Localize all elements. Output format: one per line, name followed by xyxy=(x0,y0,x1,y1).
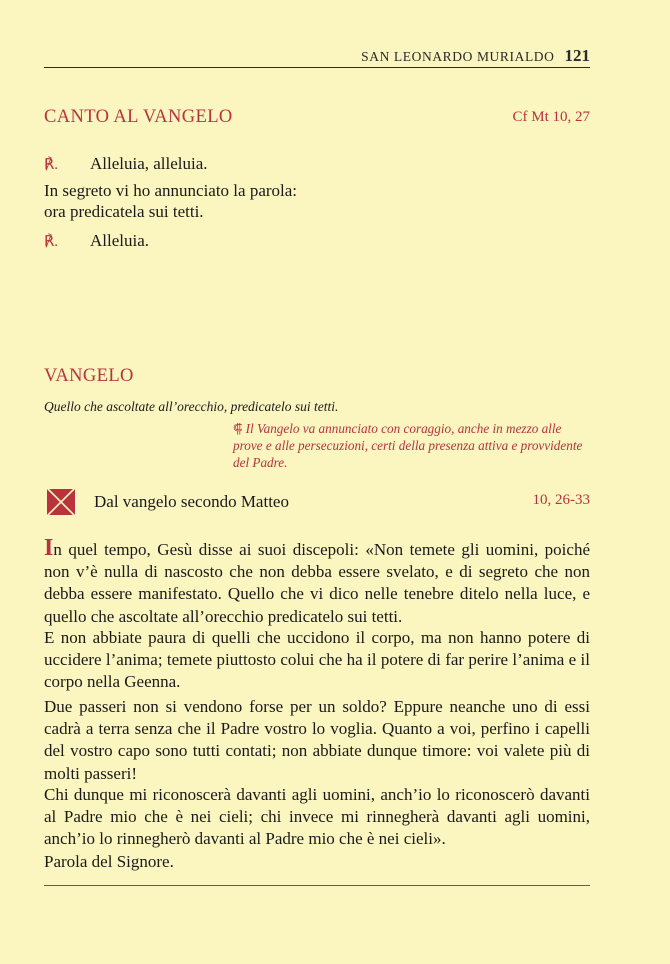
gospel-paragraph-1-text: n quel tempo, Gesù disse ai suoi discepoli: «Non temete gli uomini, poiché non v’è nulla di nascosto che non debba essere svelato, e di segreto che non debba essere manifestato. Quello che vi dico nelle tenebre ditelo nella luce, e quello che ascoltate all’orecchio predicatelo sui tetti. xyxy=(44,540,590,626)
header-rule xyxy=(44,67,590,68)
gospel-note xyxy=(233,420,591,471)
gospel-note-text: Il Vangelo va annunciato con coraggio, anche in mezzo alle prove e alle persecuzioni, certi della presenza attiva e provvidente del Padre. xyxy=(233,421,583,470)
response-symbol: ℟. xyxy=(44,234,59,250)
acclamation-title: CANTO AL VANGELO xyxy=(44,107,233,127)
gospel-title: VANGELO xyxy=(44,366,134,386)
gospel-paragraph-4: Chi dunque mi riconoscerà davanti agli uomini, anch’io lo riconoscerò davanti al Padre mio che è nei cieli; chi invece mi rinnegherà davanti agli uomini, anch’io lo rinnegherò davanti al Padre mio che è nei cieli». xyxy=(44,785,590,849)
gospel-source-label: Dal vangelo secondo Matteo xyxy=(94,492,289,511)
footer-rule xyxy=(44,885,590,886)
verse-line-2: ora predicatela sui tetti. xyxy=(44,202,204,221)
response-line-1 xyxy=(44,153,208,176)
response-1-text: Alleluia, alleluia. xyxy=(90,154,208,173)
response-line-2 xyxy=(44,230,149,253)
pilcrow-icon: ⸿ xyxy=(233,421,243,436)
acclamation-reference: Cf Mt 10, 27 xyxy=(512,109,590,125)
maltese-cross-icon xyxy=(44,486,78,518)
gospel-source-row xyxy=(44,486,590,518)
gospel-paragraph-1 xyxy=(44,536,590,628)
verse-line-1: In segreto vi ho annunciato la parola: xyxy=(44,181,298,200)
gospel-summary: Quello che ascoltate all’orecchio, predicatelo sui tetti. xyxy=(44,399,339,414)
response-2-text: Alleluia. xyxy=(90,231,150,250)
page-number: 121 xyxy=(564,46,590,65)
gospel-paragraph-2: E non abbiate paura di quelli che uccidono il corpo, ma non hanno potere di uccidere l’anima; temete piuttosto colui che ha il potere di far perire l’anima e il corpo nella Geenna. xyxy=(44,628,590,692)
drop-cap: I xyxy=(44,535,54,561)
running-title: SAN LEONARDO MURIALDO xyxy=(361,49,555,64)
gospel-closing: Parola del Signore. xyxy=(44,852,174,871)
gospel-source-reference: 10, 26-33 xyxy=(532,492,590,508)
response-symbol: ℟. xyxy=(44,157,59,173)
gospel-paragraph-3: Due passeri non si vendono forse per un soldo? Eppure neanche uno di essi cadrà a terra senza che il Padre vostro lo voglia. Quanto a voi, perfino i capelli del vostro capo sono tutti contati; non abbiate dunque timore: voi valete più di molti passeri! xyxy=(44,697,590,783)
running-head xyxy=(44,46,590,66)
